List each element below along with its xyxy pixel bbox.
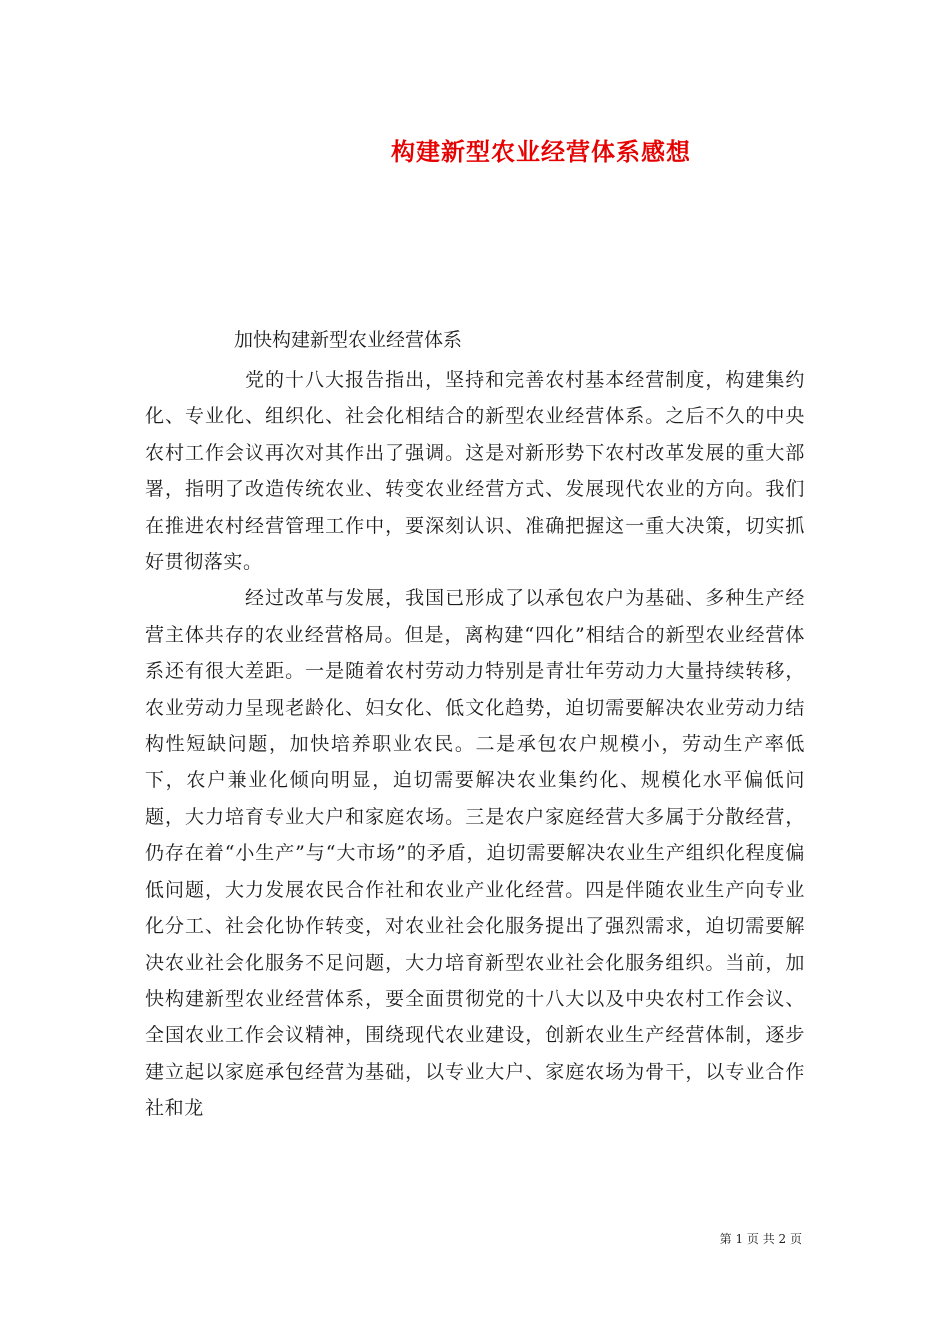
section-heading: 加快构建新型农业经营体系 [234, 329, 463, 351]
document-title: 构建新型农业经营体系感想 [391, 137, 691, 166]
page-number: 第 1 页 共 2 页 [719, 1232, 802, 1246]
paragraph-1: 党的十八大报告指出，坚持和完善农村基本经营制度，构建集约化、专业化、组织化、社会化相结合的新型农业经营体系。之后不久的中央农村工作会议再次对其作出了强调。这是对新形势下农村改革发展的重大部署，指明了改造传统农业、转变农业经营方式、发展现代农业的方向。我们在推进农村经营管理工作中，要深刻认识、准确把握这一重大决策，切实抓好贯彻落实。 [145, 369, 805, 574]
paragraph-2: 经过改革与发展，我国已形成了以承包农户为基础、多种生产经营主体共存的农业经营格局。但是，离构建“四化”相结合的新型农业经营体系还有很大差距。一是随着农村劳动力特别是青壮年劳动力大量持续转移，农业劳动力呈现老龄化、妇女化、低文化趋势，迫切需要解决农业劳动力结构性短缺问题，加快培养职业农民。二是承包农户规模小，劳动生产率低下，农户兼业化倾向明显，迫切需要解决农业集约化、规模化水平偏低问题，大力培育专业大户和家庭农场。三是农户家庭经营大多属于分散经营，仍存在着“小生产”与“大市场”的矛盾，迫切需要解决农业生产组织化程度偏低问题，大力发展农民合作社和农业产业化经营。四是伴随农业生产向专业化分工、社会化协作转变，对农业社会化服务提出了强烈需求，迫切需要解决农业社会化服务不足问题，大力培育新型农业社会化服务组织。当前，加快构建新型农业经营体系，要全面贯彻党的十八大以及中央农村工作会议、全国农业工作会议精神，围绕现代农业建设，创新农业生产经营体制，逐步建立起以家庭承包经营为基础，以专业大户、家庭农场为骨干，以专业合作社和龙 [145, 587, 805, 1120]
document-body [145, 362, 805, 1127]
